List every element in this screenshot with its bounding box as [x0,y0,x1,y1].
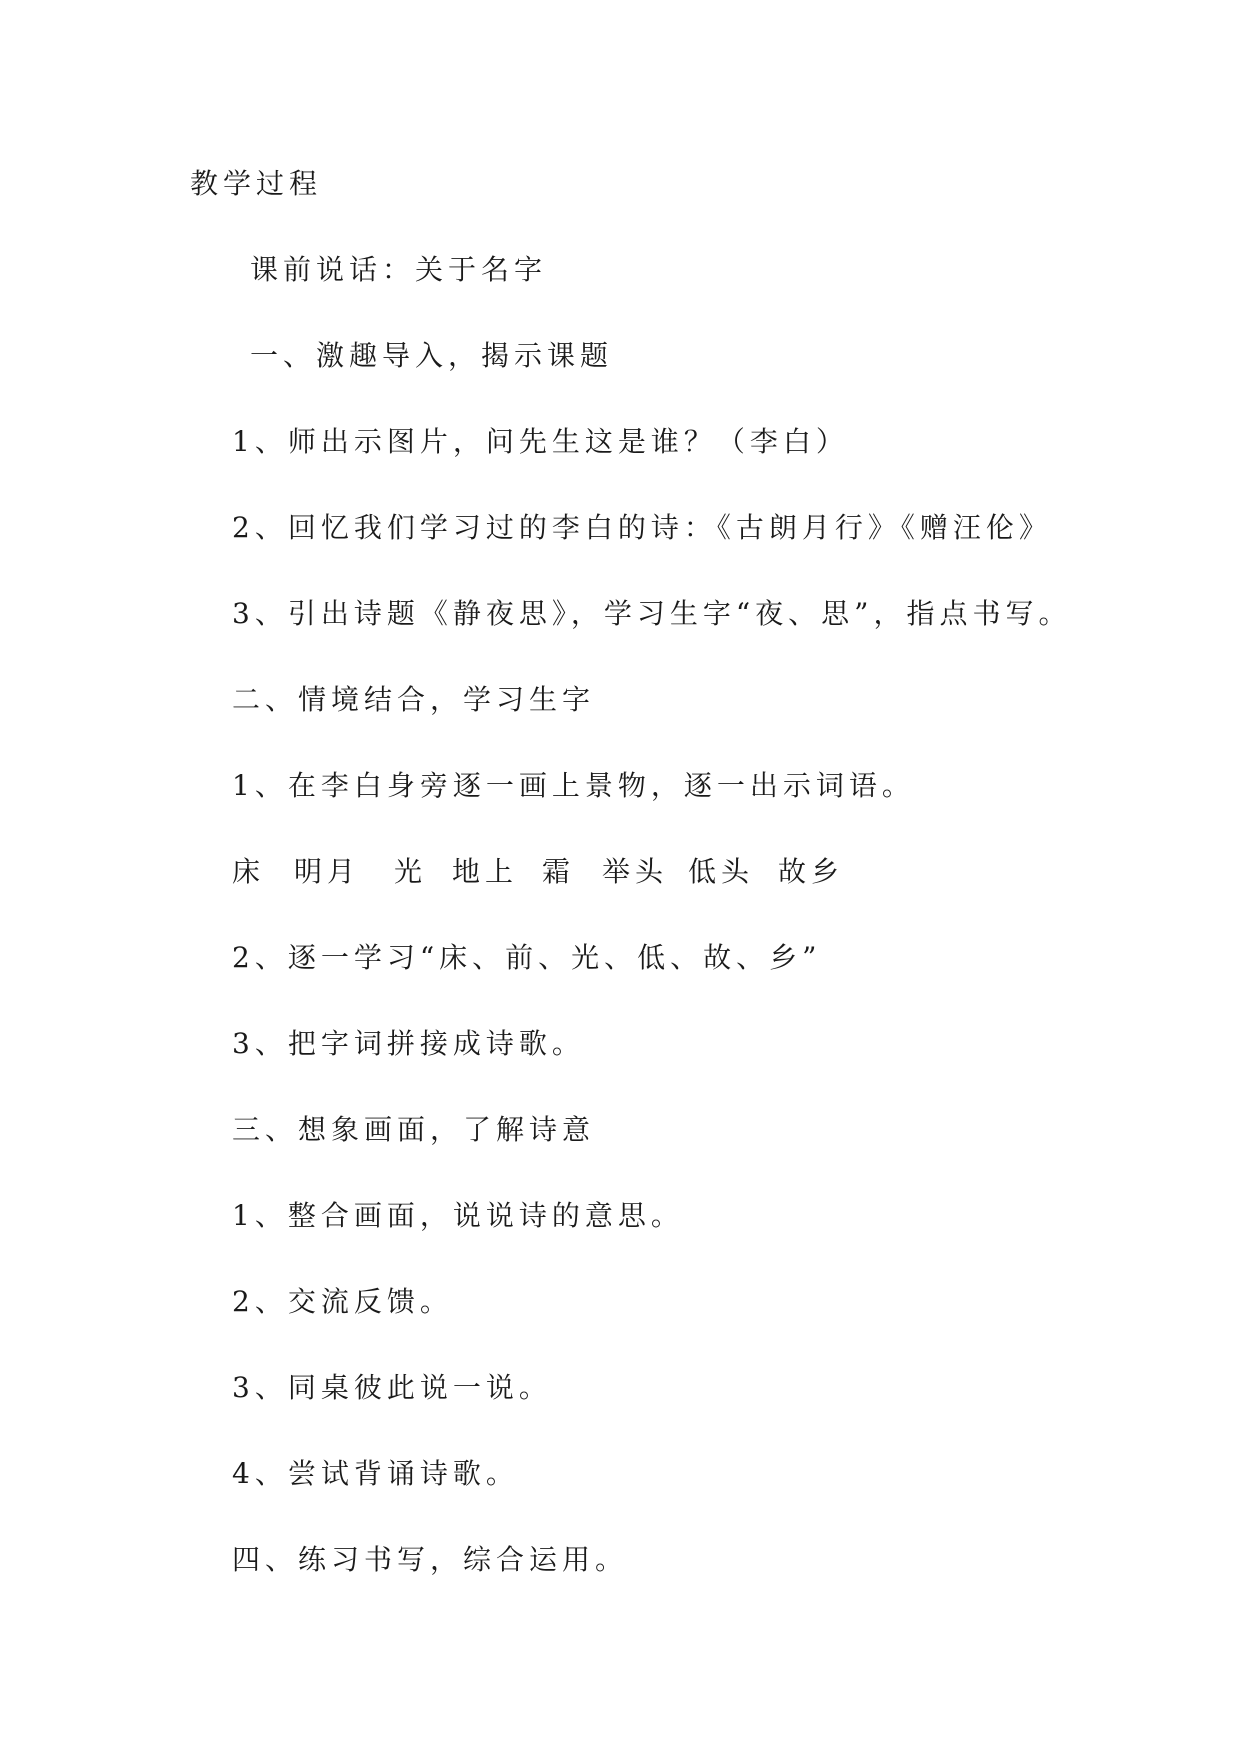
list-item: 3、引出诗题《静夜思》，学习生字“夜、思”，指点书写。 [232,597,1072,630]
list-item: 3、把字词拼接成诗歌。 [232,1027,585,1060]
vocabulary-word: 霜 [542,855,576,888]
vocabulary-words-row [232,852,848,892]
list-item: 2、逐一学习“床、前、光、低、故、乡” [232,941,822,974]
list-item: 2、回忆我们学习过的李白的诗：《古朗月行》《赠汪伦》 [232,511,1052,544]
list-item: 1、在李白身旁逐一画上景物，逐一出示词语。 [232,769,915,802]
vocabulary-word: 地上 [452,855,519,888]
vocabulary-word: 光 [394,855,428,888]
vocabulary-word: 故乡 [778,855,845,888]
list-item: 3、同桌彼此说一说。 [232,1371,552,1404]
vocabulary-word: 低头 [688,855,755,888]
paragraph-pre-class-talk: 课前说话：关于名字 [250,253,548,286]
list-item: 4、尝试背诵诗歌。 [232,1457,519,1490]
vocabulary-word: 举头 [602,855,669,888]
vocabulary-word: 床 [232,855,266,888]
section-heading-4: 四、练习书写，综合运用。 [232,1543,629,1576]
section-heading-1: 一、激趣导入，揭示课题 [250,339,614,372]
vocabulary-word: 明月 [294,855,361,888]
document-title: 教学过程 [190,167,323,200]
list-item: 1、整合画面，说说诗的意思。 [232,1199,684,1232]
section-heading-3: 三、想象画面，了解诗意 [232,1113,596,1146]
list-item: 2、交流反馈。 [232,1285,453,1318]
list-item: 1、师出示图片，问先生这是谁？（李白） [232,425,849,458]
section-heading-2: 二、情境结合，学习生字 [232,683,596,716]
